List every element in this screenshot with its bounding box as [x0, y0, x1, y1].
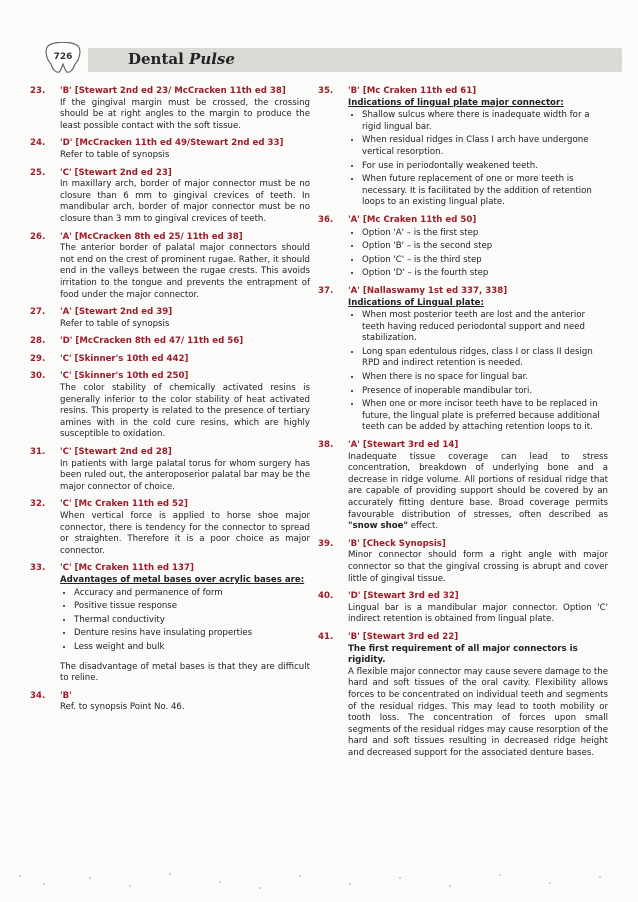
subheading: Indications of lingual plate major connector: [348, 97, 564, 108]
list-item: • When future replacement of one or more teeth is necessary. It is facilitated by the addition of retention loops to an existing lingual plate. [362, 174, 608, 209]
question-27 [30, 307, 310, 330]
answer-body: If the gingival margin must be crossed, the crossing should be at right angles to the margin to produce the least possible contact with the soft tissue. [60, 97, 310, 131]
list-item: • Option 'D' – is the fourth step [362, 268, 608, 280]
q-number: 33. [30, 563, 46, 574]
subheading: Advantages of metal bases over acrylic bases are: [60, 574, 305, 585]
answer-body: Refer to table of synopsis [60, 149, 170, 160]
question-35 [318, 86, 608, 209]
q-number: 29. [30, 353, 46, 364]
answer-body: Lingual bar is a mandibular major connector. Option 'C' indirect retention is obtained from lingual plate. [348, 602, 608, 625]
q-number: 27. [30, 307, 46, 318]
list-item: • Option 'B' – is the second step [362, 241, 608, 253]
question-26 [30, 232, 310, 302]
q-number: 36. [318, 214, 334, 225]
answer-ref: 'A' [Stewart 3rd ed 14] [348, 440, 459, 451]
question-25 [30, 168, 310, 226]
q-number: 37. [318, 285, 334, 296]
question-31 [30, 447, 310, 493]
answer-body: In maxillary arch, border of major connector must be no closure than 6 mm to gingival crevices of teeth. In mandibular arch, border of major connector must be no closure than 3 mm to gingival crevices of teeth. [60, 179, 310, 224]
q-number: 38. [318, 440, 334, 451]
answer-ref: 'D' [Stewart 3rd ed 32] [348, 591, 459, 602]
list-item: • When most posterior teeth are lost and the anterior teeth having reduced periodontal support and need stabilization. [362, 310, 608, 345]
q-number: 31. [30, 447, 46, 458]
question-33 [30, 563, 310, 684]
answer-ref: 'C' [Mc Craken 11th ed 52] [60, 499, 188, 510]
answer-ref: 'A' [Stewart 2nd ed 39] [60, 307, 173, 318]
list-item: • For use in periodontally weakened teeth. [362, 161, 608, 173]
question-28 [30, 336, 310, 348]
bullet-list [348, 228, 608, 280]
answer-ref: 'D' [McCracken 11th ed 49/Stewart 2nd ed 33] [60, 138, 284, 149]
answer-ref: 'B' [60, 690, 72, 701]
q-number: 24. [30, 138, 46, 149]
answer-body: The anterior border of palatal major connectors should not end on the crest of prominent rugae. Rather, it should end in the valleys between the rugae crests. This avoids irritation to the tongue and prevents the entrapment of food under the major connector. [60, 243, 310, 300]
question-24 [30, 138, 310, 161]
scan-speckle-decoration [0, 864, 638, 894]
answer-body [348, 452, 608, 533]
answer-ref: 'D' [McCracken 8th ed 47/ 11th ed 56] [60, 336, 244, 347]
bullet-list [60, 588, 310, 654]
question-37 [318, 286, 608, 434]
answer-ref: 'A' [McCracken 8th ed 25/ 11th ed 38] [60, 231, 243, 242]
q-number: 32. [30, 499, 46, 510]
list-item: • Long span edentulous ridges, class I or class II design RPD and indirect retention is needed. [362, 347, 608, 370]
question-36 [318, 215, 608, 280]
right-column [318, 86, 608, 765]
list-item: • Thermal conductivity [74, 615, 310, 627]
bullet-list [348, 310, 608, 434]
q-number: 23. [30, 86, 46, 96]
question-39 [318, 539, 608, 585]
q-number: 35. [318, 86, 334, 96]
brand-title [128, 50, 235, 68]
answer-ref: 'A' [Nallaswamy 1st ed 337, 338] [348, 285, 508, 296]
answer-ref: 'C' [Stewart 2nd ed 23] [60, 167, 172, 178]
brand-first: Dental [128, 50, 184, 68]
list-item: • Denture resins have insulating properties [74, 628, 310, 640]
question-38 [318, 440, 608, 533]
answer-ref: 'B' [Mc Craken 11th ed 61] [348, 86, 477, 96]
list-item: • Option 'C' – is the third step [362, 255, 608, 267]
page-number: 726 [53, 52, 73, 62]
q-number: 39. [318, 538, 334, 549]
brand-second: Pulse [189, 50, 235, 68]
answer-body: A flexible major connector may cause severe damage to the hard and soft tissues of the oral cavity. Flexibility allows forces to be concentrated on individual teeth and segments of the residual ridges. This may lead to tooth mobility or tooth loss. The concentration of forces upon small segments of the residual ridges may cause resorption of the hard and soft tissues resulting in decreased ridge height and decreased support for the associated denture bases. [348, 666, 609, 758]
question-41 [318, 632, 608, 760]
q-number: 26. [30, 231, 46, 242]
answer-body: Refer to table of synopsis [60, 318, 170, 329]
answer-ref: 'C' [Mc Craken 11th ed 137] [60, 563, 194, 574]
q-number: 28. [30, 336, 46, 347]
answer-ref: 'C' [Skinner's 10th ed 442] [60, 353, 189, 364]
list-item: • Presence of inoperable mandibular tori. [362, 386, 608, 398]
q-number: 40. [318, 591, 334, 602]
answer-body: The color stability of chemically activated resins is generally inferior to the color stability of heat activated resins. This property is related to the presence of tertiary amines with in the cold cure resins, which are highly susceptible to oxidation. [60, 383, 310, 440]
answer-body: Minor connector should form a right angle with major connector so that the gingival crossing is abrupt and cover little of gingival tissue. [348, 550, 608, 584]
list-item: • Option 'A' – is the first step [362, 228, 608, 240]
q-number: 34. [30, 690, 46, 701]
list-item: • Shallow sulcus where there is inadequate width for a rigid lingual bar. [362, 110, 608, 133]
answer-body: In patients with large palatal torus for whom surgery has been ruled out, the anteroposerior palatal bar may be the major connector of choice. [60, 458, 310, 492]
q-number: 30. [30, 371, 46, 382]
answer-body: When vertical force is applied to horse shoe major connector, there is tendency for the connector to spread or straighten. Therefore it is a poor choice as major connector. [60, 511, 310, 556]
list-item: • Less weight and bulk [74, 642, 310, 654]
answer-ref: 'B' [Check Synopsis] [348, 538, 446, 549]
q-number: 25. [30, 167, 46, 178]
lead-statement: The first requirement of all major connectors is rigidity. [348, 643, 578, 666]
q-number: 41. [318, 631, 334, 642]
question-34 [30, 691, 310, 714]
tooth-logo-icon [42, 42, 84, 74]
question-23 [30, 86, 310, 132]
answer-ref: 'C' [Stewart 2nd ed 28] [60, 447, 172, 458]
question-40 [318, 591, 608, 626]
bullet-list [348, 110, 608, 209]
list-item: • When there is no space for lingual bar. [362, 372, 608, 384]
list-item: • Accuracy and permanence of form [74, 588, 310, 600]
answer-body: The disadvantage of metal bases is that they are difficult to reline. [60, 661, 310, 684]
answer-body: Ref. to synopsis Point No. 46. [60, 702, 185, 713]
answer-ref: 'C' [Skinner's 10th ed 250] [60, 371, 189, 382]
subheading: Indications of Lingual plate: [348, 297, 484, 308]
question-32 [30, 499, 310, 557]
question-29 [30, 354, 310, 366]
question-30 [30, 371, 310, 441]
answer-ref: 'B' [Stewart 3rd ed 22] [348, 631, 459, 642]
emphasis-text: "snow shoe" [348, 521, 408, 532]
answer-ref: 'B' [Stewart 2nd ed 23/ McCracken 11th ed 38] [60, 86, 286, 96]
list-item: • Positive tissue response [74, 601, 310, 613]
body-text: Inadequate tissue coverage can lead to stress concentration, breakdown of underlying bone and a decrease in ridge volume. All portions of residual ridge that are capable of providing support should be covered by an accurately fitting denture base. Broad coverage permits favourable distribution of stresses, often described as [348, 451, 608, 520]
page-header [18, 42, 622, 76]
answer-ref: 'A' [Mc Craken 11th ed 50] [348, 214, 477, 225]
list-item: • When residual ridges in Class I arch have undergone vertical resorption. [362, 135, 608, 158]
left-column [30, 86, 310, 720]
list-item: • When one or more incisor teeth have to be replaced in future, the lingual plate is preferred because additional teeth can be added by attaching retention loops to it. [362, 399, 608, 434]
body-tail: effect. [408, 521, 439, 532]
